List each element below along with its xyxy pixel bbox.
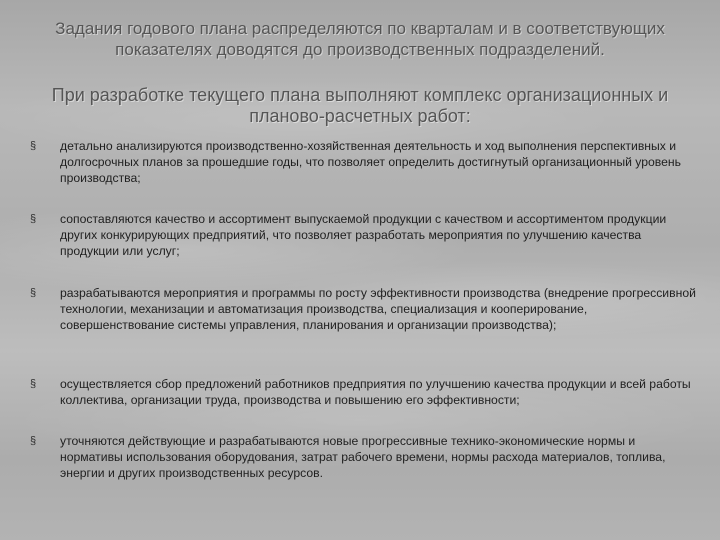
bullet-icon: § — [30, 378, 37, 390]
bullet-icon: § — [30, 435, 37, 447]
slide-title-1: Задания годового плана распределяются по кварталам и в соответствующих показателях доводятся до производственных подразделений. — [55, 19, 665, 59]
list-item-text: сопоставляются качество и ассортимент выпускаемой продукции с качеством и ассортиментом продукции других конкурирующих предприятий, что позволяет разработать мероприятия по улучшению качества продукции или услуг; — [60, 212, 667, 258]
bullet-icon: § — [30, 287, 37, 299]
list-item-text: разрабатываются мероприятия и программы по росту эффективности производства (внедрение прогрессивной технологии, механизации и автоматизация производства, специализация и кооперирование, совершенствование системы управления, планирования и организации производства); — [60, 286, 696, 332]
list-item-text: уточняются действующие и разрабатываются новые прогрессивные технико-экономические нормы и нормативы использования оборудования, затрат рабочего времени, нормы расхода материалов, топлива, энергии и других производственных ресурсов. — [60, 434, 666, 480]
list-item-text: детально анализируются производственно-хозяйственная деятельность и ход выполнения перспективных и долгосрочных планов за прошедшие годы, что позволяет определить достигнутый организационный уровень производства; — [60, 139, 681, 185]
bullet-icon: § — [30, 140, 37, 152]
bullet-icon: § — [30, 213, 37, 225]
list-item-text: осуществляется сбор предложений работников предприятия по улучшению качества продукции и всей работы коллектива, организации труда, производства и повышению его эффективности; — [60, 377, 691, 407]
slide-title-2: При разработке текущего плана выполняют комплекс организационных и планово-расчетных работ: — [51, 85, 669, 126]
